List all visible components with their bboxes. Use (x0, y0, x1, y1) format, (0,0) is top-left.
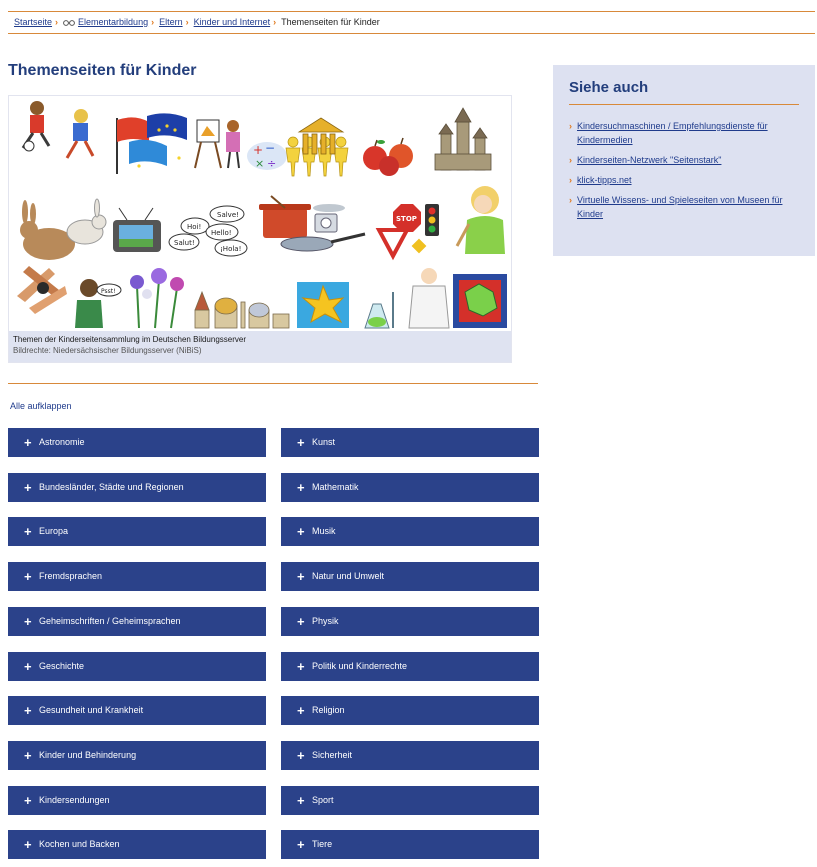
see-also-link-klick-tipps[interactable]: klick-tipps.net (577, 175, 632, 185)
flute-girl-illustration (457, 186, 505, 254)
accordion-toggle-left-5[interactable] (8, 652, 266, 681)
accordion-toggle-label: Mathematik (312, 481, 359, 492)
see-also-list (569, 119, 799, 227)
castle-illustration (435, 108, 491, 170)
plus-icon: + (24, 658, 32, 674)
scientist-illustration (365, 268, 449, 328)
plus-icon: + (24, 613, 32, 629)
accordion-toggle-label: Gesundheit und Krankheit (39, 705, 144, 716)
section-divider (8, 383, 538, 384)
image-rights: Bildrechte: Niedersächsischer Bildungsserver (NiBiS) (13, 346, 202, 355)
accordion-toggle-right-2[interactable] (281, 517, 539, 546)
expand-all-link[interactable]: Alle aufklappen (10, 401, 72, 411)
accordion-toggle-right-9[interactable] (281, 830, 539, 859)
chevron-right-icon: › (55, 17, 59, 27)
plus-icon: + (297, 747, 305, 763)
breadcrumb-elementarbildung[interactable]: Elementarbildung (78, 17, 149, 27)
stop-sign-text: STOP (396, 215, 417, 223)
plus-icon: + (297, 524, 305, 540)
topic-collage-figure (8, 95, 512, 363)
accordion-toggle-label: Sport (312, 794, 334, 805)
see-also-link-kindersuchmaschinen[interactable]: Kindersuchmaschinen / Empfehlungsdienste für Kindermedien (577, 121, 768, 145)
accordion-toggle-label: Kochen und Backen (39, 839, 120, 850)
arrow-right-icon: › (569, 155, 572, 165)
speech-salve: Salve! (217, 211, 239, 219)
accordion-toggle-right-0[interactable] (281, 428, 539, 457)
star-illustration (297, 282, 349, 328)
see-also-link-seitenstark[interactable]: Kinderseiten-Netzwerk "Seitenstark" (577, 155, 722, 165)
flags-illustration (117, 113, 187, 174)
accordion-toggle-left-2[interactable] (8, 517, 266, 546)
accordion-toggle-label: Religion (312, 705, 345, 716)
arrow-right-icon: › (569, 121, 572, 131)
flowers-illustration (130, 268, 184, 328)
breadcrumb-kinder-und-internet[interactable]: Kinder und Internet (193, 17, 271, 27)
traffic-signs-illustration (379, 204, 439, 256)
plus-icon: + (297, 703, 305, 719)
accordion-toggle-label: Musik (312, 526, 336, 537)
plus-icon: + (297, 658, 305, 674)
accordion-toggle-left-3[interactable] (8, 562, 266, 591)
accordion-toggle-label: Geheimschriften / Geheimsprachen (39, 615, 181, 626)
plus-icon: + (297, 792, 305, 808)
svg-text:÷: ÷ (267, 157, 277, 170)
accordion-toggle-left-1[interactable] (8, 473, 266, 502)
caption-text: Themen der Kinderseitensammlung im Deutschen Bildungsserver (13, 335, 246, 344)
whispering-boy-illustration (75, 279, 121, 328)
accordion-toggle-label: Astronomie (39, 437, 85, 447)
accordion-toggle-label: Politik und Kinderrechte (312, 660, 408, 671)
accordion-toggle-right-6[interactable] (281, 696, 539, 725)
see-also-box (553, 65, 815, 256)
accordion-toggle-right-1[interactable] (281, 473, 539, 502)
svg-text:×: × (255, 157, 265, 170)
page-title: Themenseiten für Kinder (8, 62, 197, 79)
chevron-right-icon: › (185, 17, 189, 27)
chevron-right-icon: › (151, 17, 155, 27)
see-also-title: Siehe auch (569, 79, 649, 96)
plus-icon: + (297, 837, 305, 853)
see-also-divider (569, 104, 799, 105)
painter-easel-illustration (195, 120, 240, 168)
plus-icon: + (24, 524, 32, 540)
plus-icon: + (297, 435, 305, 450)
plus-icon: + (297, 569, 305, 585)
plus-icon: + (297, 479, 305, 495)
accordion-toggle-right-3[interactable] (281, 562, 539, 591)
topic-collage-image (9, 96, 511, 331)
glasses-icon (63, 19, 75, 27)
accordion-toggle-label: Kunst (312, 437, 336, 447)
accordion-toggle-label: Sicherheit (312, 749, 353, 760)
accordion-toggle-right-8[interactable] (281, 786, 539, 815)
accordion-toggle-label: Physik (312, 615, 339, 626)
accordion-toggle-label: Kinder und Behinderung (39, 749, 137, 760)
list-item (569, 153, 799, 167)
accordion-toggle-left-9[interactable] (8, 830, 266, 859)
plus-icon: + (297, 613, 305, 629)
figure-caption (9, 331, 511, 362)
psst-text: Psst! (101, 288, 116, 295)
accordion-toggle-left-6[interactable] (8, 696, 266, 725)
accordion-toggle-right-7[interactable] (281, 741, 539, 770)
speech-hoi: Hoi! (187, 223, 202, 231)
tv-illustration (113, 208, 161, 252)
map-frame-illustration (453, 274, 507, 328)
chevron-right-icon: › (273, 17, 277, 27)
plus-icon: + (24, 792, 32, 808)
rabbits-illustration (20, 199, 106, 260)
accordion-toggle-right-4[interactable] (281, 607, 539, 636)
accordion-toggle-left-4[interactable] (8, 607, 266, 636)
accordion-toggle-label: Kindersendungen (39, 794, 110, 805)
plus-icon: + (24, 837, 32, 853)
math-symbols-illustration (247, 141, 287, 170)
plus-icon: + (24, 479, 32, 495)
accordion-toggle-label: Natur und Umwelt (312, 571, 385, 582)
arrow-right-icon: › (569, 195, 572, 205)
arrow-right-icon: › (569, 175, 572, 185)
soccer-kids-illustration (23, 101, 93, 158)
accordion-toggle-label: Geschichte (39, 660, 85, 671)
speech-hola: ¡Hola! (220, 245, 242, 253)
accordion-toggle-left-8[interactable] (8, 786, 266, 815)
speech-hello: Hello! (211, 229, 232, 237)
speech-salut: Salut! (174, 239, 195, 247)
plus-icon: + (24, 569, 32, 585)
accordion-toggle-right-5[interactable] (281, 652, 539, 681)
speech-bubbles-illustration (169, 206, 247, 256)
accordion-toggle-left-0[interactable] (8, 428, 266, 457)
list-item (569, 173, 799, 187)
hands-illustration (17, 266, 67, 314)
accordion-toggle-label: Fremdsprachen (39, 571, 103, 582)
list-item (569, 119, 799, 147)
accordion-toggle-label: Europa (39, 526, 69, 537)
see-also-link-museen[interactable]: Virtuelle Wissens- und Spieleseiten von Museen für Kinder (577, 195, 783, 219)
breadcrumb (8, 11, 815, 34)
apples-illustration (363, 138, 413, 176)
list-item (569, 193, 799, 221)
plus-icon: + (24, 435, 32, 450)
svg-text:+: + (253, 143, 264, 157)
breadcrumb-eltern[interactable]: Eltern (159, 17, 183, 27)
religious-buildings-illustration (195, 292, 289, 328)
breadcrumb-startseite[interactable]: Startseite (14, 17, 53, 27)
plus-icon: + (24, 747, 32, 763)
accordion-toggle-left-7[interactable] (8, 741, 266, 770)
cooking-pot-illustration (259, 196, 365, 251)
plus-icon: + (24, 703, 32, 719)
svg-text:−: − (265, 141, 276, 155)
accordion-toggle-label: Bundesländer, Städte und Regionen (39, 481, 184, 492)
breadcrumb-current: Themenseiten für Kinder (281, 17, 380, 27)
accordion-toggle-label: Tiere (312, 839, 333, 850)
